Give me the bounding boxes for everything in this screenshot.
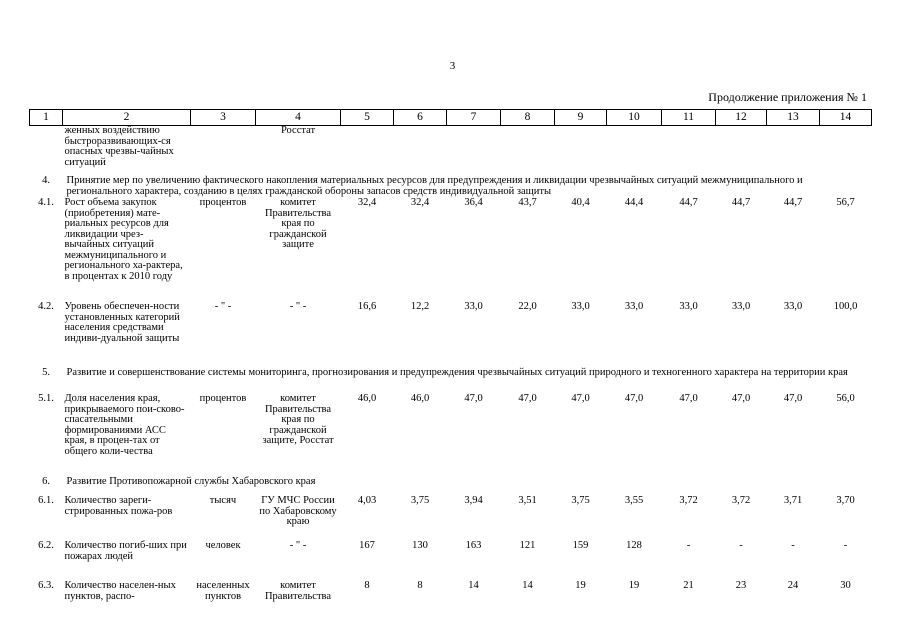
value-cell: 163 [465, 540, 482, 551]
value-cell: - [791, 540, 795, 551]
value-cell: 30 [840, 580, 851, 591]
col-header: 5 [341, 110, 394, 126]
indicator-cell: Количество зареги-стрированных пожа-ров [64, 495, 173, 517]
value-cell: 100,0 [833, 301, 858, 312]
col-header: 14 [820, 110, 872, 126]
value-cell: 56,0 [836, 393, 855, 404]
value-cell: 44,7 [679, 197, 698, 208]
col-header: 11 [662, 110, 716, 126]
value-cell: 47,0 [679, 393, 698, 404]
unit-cell: тысяч [209, 495, 237, 506]
row-number: 6.3. [38, 580, 54, 591]
section-title: Развитие Противопожарной службы Хабаровского края [66, 476, 316, 487]
value-cell: - [686, 540, 691, 551]
value-cell: 33,0 [464, 301, 483, 312]
indicator-cell: Количество погиб-ших при пожарах людей [64, 540, 187, 562]
col-header: 4 [256, 110, 341, 126]
indicator-cell: Уровень обеспечен-ности установленных категорий населения средствами индиви-дуальной защиты [64, 301, 180, 344]
value-cell: 19 [575, 580, 586, 591]
value-cell: 33,0 [679, 301, 698, 312]
table-row [30, 541, 872, 581]
value-cell: 12,2 [410, 301, 430, 312]
value-cell: 36,4 [464, 197, 483, 208]
value-cell: 3,75 [571, 495, 590, 506]
row-number: 4.1. [38, 197, 54, 208]
value-cell: - [739, 540, 743, 551]
table-row [30, 198, 872, 302]
unit-cell: человек [205, 540, 241, 551]
col-header: 3 [191, 110, 256, 126]
source-cell: - " - [289, 540, 307, 551]
section-row [30, 473, 872, 491]
value-cell: 43,7 [518, 197, 537, 208]
unit-cell: населенных пунктов [196, 580, 250, 602]
indicator-cell: Доля населения края, прикрываемого пои-сково-спасательными формированиями АСС края, в процен-тах от общего коли-чества [64, 393, 185, 457]
value-cell: 40,4 [571, 197, 590, 208]
carry-over-row [30, 126, 872, 169]
table-row [30, 581, 872, 605]
value-cell: - [843, 540, 848, 551]
table-row [30, 394, 872, 473]
col-header: 13 [767, 110, 820, 126]
row-number: 6.1. [38, 495, 54, 506]
value-cell: 24 [787, 580, 799, 591]
source-cell: комитет Правительства края по гражданской защите [264, 197, 332, 250]
value-cell: 3,72 [731, 495, 751, 506]
column-number-row [30, 110, 872, 126]
row-number: 4. [42, 175, 50, 186]
source-cell: Росстат [280, 125, 316, 136]
value-cell: 44,7 [731, 197, 751, 208]
col-header: 7 [447, 110, 501, 126]
value-cell: 16,6 [357, 301, 377, 312]
value-cell: 8 [417, 580, 423, 591]
section-row [30, 168, 872, 198]
value-cell: 3,72 [679, 495, 698, 506]
indicator-cell: Рост объема закупок (приобретения) мате-риальных ресурсов для ликвидации чрез-вычайных ситуаций межмуниципального и регионального ха-рактера, в процентах к 2010 году [64, 197, 183, 282]
value-cell: 33,0 [731, 301, 751, 312]
value-cell: 44,4 [624, 197, 644, 208]
table-row [30, 302, 872, 363]
value-cell: 46,0 [357, 393, 377, 404]
row-number: 4.2. [38, 301, 54, 312]
unit-cell: - " - [214, 301, 232, 312]
row-number: 5. [42, 367, 50, 378]
value-cell: 23 [735, 580, 747, 591]
value-cell: 8 [364, 580, 370, 591]
row-number: 6.2. [38, 540, 54, 551]
value-cell: 33,0 [624, 301, 644, 312]
value-cell: 121 [519, 540, 536, 551]
value-cell: 3,94 [464, 495, 483, 506]
value-cell: 159 [572, 540, 589, 551]
section-title: Развитие и совершенствование системы мониторинга, прогнозирования и предупреждения чрезвычайных ситуаций природного и техногенного характера на территории края [66, 367, 848, 378]
value-cell: 33,0 [571, 301, 590, 312]
value-cell: 4,03 [357, 495, 377, 506]
value-cell: 3,55 [624, 495, 644, 506]
value-cell: 3,71 [783, 495, 803, 506]
value-cell: 14 [468, 580, 479, 591]
page-number: 3 [449, 60, 456, 72]
continuation-label: Продолжение приложения № 1 [708, 90, 867, 104]
value-cell: 47,0 [518, 393, 537, 404]
section-row [30, 363, 872, 394]
col-header: 2 [63, 110, 191, 126]
value-cell: 19 [628, 580, 640, 591]
value-cell: 56,7 [836, 197, 855, 208]
source-cell: комитет Правительства [264, 580, 332, 602]
value-cell: 167 [359, 540, 375, 551]
value-cell: 3,75 [410, 495, 430, 506]
unit-cell: процентов [199, 393, 247, 404]
row-number: 6. [42, 476, 50, 487]
value-cell: 47,0 [571, 393, 590, 404]
col-header: 6 [394, 110, 447, 126]
value-cell: 128 [626, 540, 642, 551]
value-cell: 22,0 [518, 301, 537, 312]
col-header: 8 [501, 110, 555, 126]
value-cell: 47,0 [464, 393, 483, 404]
value-cell: 44,7 [783, 197, 803, 208]
indicator-cell: Количество населен-ных пунктов, распо- [64, 580, 176, 602]
value-cell: 3,70 [836, 495, 855, 506]
value-cell: 32,4 [357, 197, 377, 208]
value-cell: 32,4 [410, 197, 430, 208]
value-cell: 21 [683, 580, 694, 591]
value-cell: 14 [522, 580, 533, 591]
indicators-table [29, 109, 872, 605]
col-header: 12 [716, 110, 767, 126]
table-row [30, 491, 872, 541]
value-cell: 130 [412, 540, 428, 551]
value-cell: 47,0 [783, 393, 803, 404]
col-header: 9 [555, 110, 607, 126]
value-cell: 46,0 [410, 393, 430, 404]
col-header: 1 [30, 110, 63, 126]
unit-cell: процентов [199, 197, 247, 208]
value-cell: 47,0 [731, 393, 751, 404]
section-title: Принятие мер по увеличению фактического накопления материальных ресурсов для предупреждения и ликвидации чрезвычайных ситуаций межмуниципального и регионального характера, созданию в целях гражданской обороны запасов средств индивидуальной защиты [66, 175, 803, 197]
value-cell: 3,51 [518, 495, 537, 506]
col-header: 10 [607, 110, 662, 126]
value-cell: 33,0 [783, 301, 803, 312]
indicator-cell: женных воздействию быстроразвивающих-ся опасных чрезвы-чайных ситуаций [64, 125, 174, 168]
source-cell: комитет Правительства края по гражданской защите, Росстат [262, 393, 334, 446]
value-cell: 47,0 [624, 393, 644, 404]
row-number: 5.1. [38, 393, 54, 404]
source-cell: - " - [289, 301, 307, 312]
source-cell: ГУ МЧС России по Хабаровскому краю [259, 495, 337, 527]
